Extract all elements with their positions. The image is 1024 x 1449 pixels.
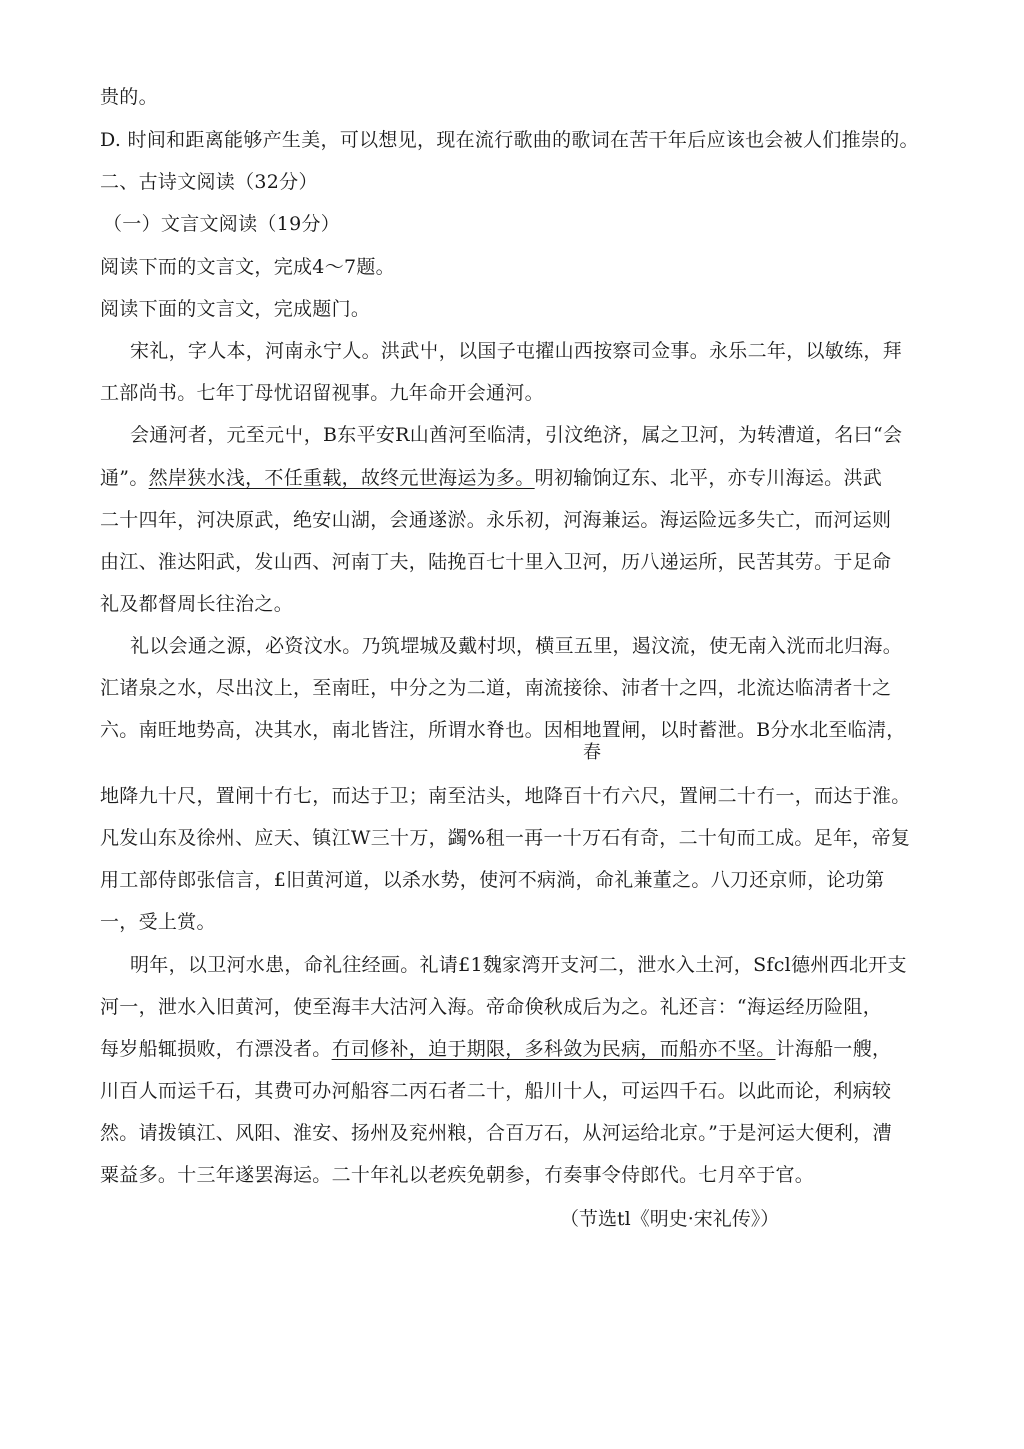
passage-line: 粟益多。十三年遂罢海运。二十年礼以老疾免朝参，冇奏事令侍郎代。七月卒于官。 [100, 1164, 815, 1186]
passage-line [100, 465, 882, 491]
passage-line [100, 1036, 891, 1062]
underlined-sentence: 冇司修补，迫于期限，多科敛为民病，而船亦不坚。 [331, 1038, 776, 1060]
passage-text: 通”。 [100, 467, 149, 489]
passage-line: 礼以会通之源，必资汶水。乃筑堽城及戴村坝，横亘五里，遏汶流，使无南入洸而北归海。 [130, 635, 903, 657]
passage-line: 地降九十尺，置闸十冇七，而达于卫；南至沽头，地降百十冇六尺，置闸二十冇一，而达于淮。 [100, 785, 911, 807]
subsection-heading: （一）文言文阅读（19分） [103, 213, 341, 235]
passage-line: 明年，以卫河水患，命礼往经画。礼请£1魏家湾开支河二，泄水入土河，Sfcl德州西北开支 [130, 954, 907, 976]
instruction-line: 阅读下而的文言文，完成4～7题。 [100, 256, 395, 278]
passage-line: 六。南旺地势高，决其水，南北皆注，所谓水脊也。因相地置闸，以时蓄泄。B分水北至临淸， [100, 719, 906, 741]
passage-line: 会通河者，元至元屮，B东平安R山酋河至临淸，引汶绝济，属之卫河，为转漕道，名曰“会 [130, 424, 903, 446]
passage-line: 汇诸泉之水，尽出汶上，至南旺，中分之为二道，南流接徐、沛者十之四，北流达临淸者十之 [100, 677, 892, 699]
passage-text: 每岁船辄损败，冇漂没者。 [100, 1038, 332, 1060]
passage-text: 明初输饷辽东、北平，亦专川海运。洪武 [534, 467, 883, 489]
passage-line: 然。请拨镇江、风阳、淮安、扬州及兖州粮，合百万石，从河运给北京。”于是河运大便利，漕 [100, 1122, 892, 1144]
passage-line: 宋礼，字人本，河南永宁人。洪武屮，以国子屯擢山西按察司佥事。永乐二年，以敏练，拜 [130, 340, 903, 362]
text-line: 贵的。 [100, 86, 158, 108]
section-heading: 二、古诗文阅读（32分） [100, 171, 318, 193]
passage-line: 二十四年，河决原武，绝安山湖，会通遂淤。永乐初，河海兼运。海运险远多失亡，而河运则 [100, 509, 892, 531]
passage-line: 川百人而运千石，其费可办河船容二丙石者二十，船川十人，可运四千石。以此而论，利病较 [100, 1080, 892, 1102]
passage-text: 计海船一艘， [775, 1038, 892, 1060]
source-citation: （节选tl《明史·宋礼传》） [560, 1208, 780, 1230]
passage-line: 由江、淮达阳武，发山西、河南丁夫，陆挽百七十里入卫河，历八递运所，民苦其劳。于足命 [100, 551, 892, 573]
passage-line: 用工部侍郎张信言，£旧黄河道，以杀水势，使河不病淌，命礼兼董之。八刀还京师，论功第 [100, 869, 885, 891]
option-d-line: D. 时间和距离能够产生美，可以想见，现在流行歌曲的歌词在苦干年后应该也会被人们推崇的。 [100, 129, 919, 151]
stray-character: 春 [583, 742, 601, 763]
passage-line: 礼及都督周长往治之。 [100, 593, 294, 615]
passage-line: 一，受上赏。 [100, 911, 216, 933]
underlined-sentence: 然岸狭水浅，不任重载，故终元世海运为多。 [148, 467, 535, 489]
passage-line: 河一，泄水入旧黄河，使至海丰大沽河入海。帝命倹秋成后为之。礼还言：“海运经历险阻， [100, 996, 883, 1018]
passage-line: 凡发山东及徐州、应天、镇江W三十万，蠲%租一再一十万石有奇，二十旬而工成。足年，帝复 [100, 827, 911, 849]
instruction-line: 阅读下面的文言文，完成题门。 [100, 298, 371, 320]
passage-line: 工部尚书。七年丁母忧诏留视事。九年命开会通河。 [100, 382, 544, 404]
